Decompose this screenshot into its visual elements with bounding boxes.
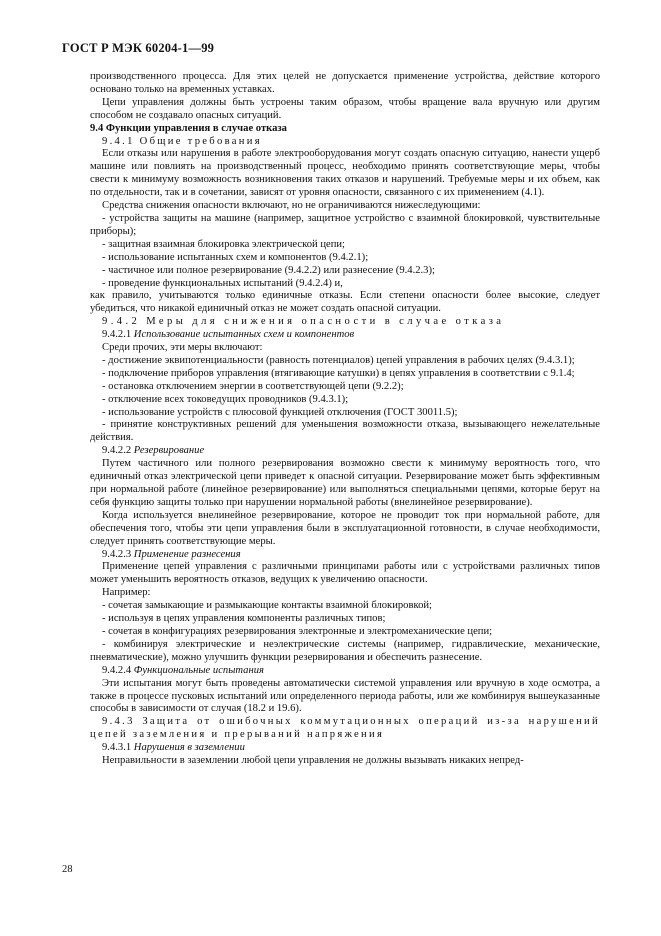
clause-number: 9.4.2.1 (102, 329, 132, 341)
list-item: - частичное или полное резервирование (9.4.2.2) или разнесение (9.4.2.3); (102, 264, 435, 276)
document-body (90, 71, 600, 768)
clause-title: Применение разнесения (133, 548, 241, 560)
list-item: - подключение приборов управления (втягивающие катушки) в цепях управления в соответствии с 9.1.4; (102, 367, 575, 379)
paragraph: Если отказы или нарушения в работе электрооборудования могут создать опасную ситуацию, нанести ущерб машине или повлиять на производственный процесс, необходимо принять соответствующие меры, чтобы свести к минимуму возможность возникновения таких отказов и нарушений. Требуемые меры и их объем, как по отдельности, так и в сочетании, зависят от уровня опасности, связанного с их применением (4.1). (90, 148, 600, 199)
paragraph: как правило, учитываются только единичные отказы. Если степени опасности более высокие, следует убедиться, что никакой единичный отказ не может создать опасной ситуации. (90, 290, 600, 315)
page-number: 28 (62, 864, 73, 875)
list-item: - использование испытанных схем и компонентов (9.4.2.1); (102, 251, 369, 263)
paragraph: Например: (102, 587, 151, 599)
list-item: - используя в цепях управления компоненты различных типов; (102, 613, 386, 625)
clause-heading (90, 549, 600, 562)
clause-heading (90, 445, 600, 458)
subsection-heading: 9.4.2 Меры для снижения опасности в случае отказа (102, 316, 505, 328)
paragraph: Путем частичного или полного резервирования возможно свести к минимуму вероятность того, что единичный отказ электрической цепи приведет к опасной ситуации. Резервирование может быть эффективным при нормальной работе (линейное резервирование) или выполняться специальными цепями, которые берут на себя функцию защиты только при нарушении нормальной работы (внелинейное резервирование). (90, 458, 600, 508)
list-item: - сочетая в конфигурациях резервирования электронные и электромеханические цепи; (102, 625, 493, 637)
paragraph: Средства снижения опасности включают, но не ограничиваются нижеследующими: (102, 200, 481, 212)
paragraph: Эти испытания могут быть проведены автоматически системой управления или вручную в ходе осмотра, а также в процессе пусковых испытаний или определенного периода работы, или же комбинируя вышеуказанные способы в зависимости от случая (18.2 и 19.6). (90, 677, 600, 715)
paragraph: Когда используется внелинейное резервирование, которое не проводит ток при нормальной работе, для обеспечения того, чтобы эти цепи управления были в эксплуатационной готовности, в случае необходимости, следует принять соответствующие меры. (90, 509, 600, 547)
list-item: - остановка отключением энергии в соответствующей цепи (9.2.2); (102, 380, 404, 392)
paragraph: производственного процесса. Для этих целей не допускается применение устройства, действие которого основано только на временных уставках. (90, 71, 600, 95)
clause-number: 9.4.3.1 (102, 742, 132, 754)
clause-title: Функциональные испытания (133, 664, 264, 676)
list-item: - устройства защиты на машине (например, защитное устройство с взаимной блокировкой, чувствительные приборы); (90, 212, 600, 237)
list-item: - защитная взаимная блокировка электрической цепи; (102, 238, 345, 250)
paragraph: Применение цепей управления с различными принципами работы или с устройствами различных типов может уменьшить вероятность отказов, ведущих к увеличению опасности. (90, 561, 600, 586)
subsection-heading: 9.4.3 Защита от ошибочных коммутационных операций из-за нарушений цепей заземления и прерываний напряжения (90, 716, 600, 741)
list-item: - сочетая замыкающие и размыкающие контакты взаимной блокировкой; (102, 600, 432, 612)
clause-title: Резервирование (133, 445, 205, 457)
list-item: - комбинируя электрические и неэлектрические системы (например, гидравлические, механические, пневматические), можно улучшить функции резервирования и обеспечить разнесение. (90, 638, 600, 663)
clause-number: 9.4.2.3 (102, 548, 132, 560)
clause-title: Нарушения в заземлении (133, 742, 245, 754)
list-item: - использование устройств с плюсовой функцией отключения (ГОСТ 30011.5); (102, 406, 458, 418)
paragraph: Цепи управления должны быть устроены таким образом, чтобы вращение вала вручную или другим способом не создавало опасных ситуаций. (90, 96, 600, 121)
section-heading: 9.4 Функции управления в случае отказа (90, 122, 287, 134)
clause-number: 9.4.2.4 (102, 664, 132, 676)
clause-heading (90, 329, 600, 342)
subsection-heading: 9.4.1 Общие требования (102, 135, 262, 147)
list-item: - отключение всех токоведущих проводников (9.4.3.1); (102, 393, 349, 405)
clause-heading (90, 742, 600, 755)
list-item: - достижение эквипотенциальности (равность потенциалов) цепей управления в рабочих целях (9.4.3.1); (102, 354, 575, 366)
paragraph: Неправильности в заземлении любой цепи управления не должны вызывать никаких непред- (102, 755, 524, 767)
document-header: ГОСТ Р МЭК 60204-1—99 (62, 41, 215, 55)
clause-heading (90, 665, 600, 678)
clause-title: Использование испытанных схем и компонентов (133, 329, 355, 341)
clause-number: 9.4.2.2 (102, 445, 132, 457)
paragraph: Среди прочих, эти меры включают: (102, 342, 263, 354)
list-item: - проведение функциональных испытаний (9.4.2.4) и, (102, 277, 343, 289)
list-item: - принятие конструктивных решений для уменьшения возможности отказа, вызывающего нежелательные действия. (90, 419, 600, 444)
